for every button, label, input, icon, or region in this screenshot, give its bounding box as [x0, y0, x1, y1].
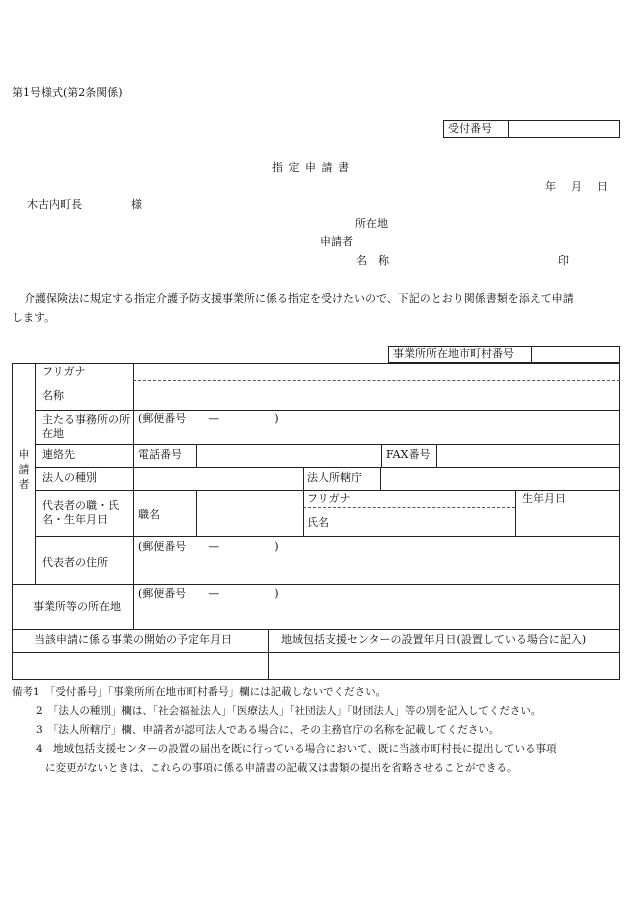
- start-date-label: 当該申請に係る事業の開始の予定年月日: [34, 633, 232, 646]
- office-code-divider: [531, 346, 532, 363]
- office-address-postal: (郵便番号 — ): [138, 587, 279, 600]
- applicant-address-label: 所在地: [355, 217, 388, 230]
- corp-type-label: 法人の種別: [42, 471, 97, 484]
- note-2: 2 「法人の種別」欄は、「社会福祉法人」「医療法人」「社団法人」「財団法人」等の別を記入してください。: [36, 705, 542, 717]
- rep-name-label: 氏名: [307, 516, 329, 529]
- representative-label: 代表者の職・氏名・生年月日: [42, 499, 119, 526]
- note-3: 3 「法人所轄庁」欄、申請者が認可法人である場合に、その主務官庁の名称を記載してください。: [36, 724, 500, 736]
- fax-label: FAX番号: [386, 448, 431, 461]
- contact-label: 連絡先: [42, 448, 75, 461]
- note-1: 備考1 「受付番号」「事業所所在地市町村番号」欄には記載しないでください。: [12, 686, 387, 698]
- addressee-honorific: 様: [131, 198, 142, 211]
- jurisdiction-label: 法人所轄庁: [307, 471, 362, 484]
- rep-address-postal: (郵便番号 — ): [138, 540, 279, 553]
- row-line: [35, 536, 620, 537]
- furigana-label: フリガナ: [42, 365, 86, 378]
- receipt-divider: [508, 120, 509, 138]
- body-text-line-2: します。: [12, 311, 56, 324]
- office-code-label: 事業所所在地市町村番号: [393, 347, 514, 360]
- main-office-label: 主たる事務所の所在地: [42, 413, 130, 440]
- row-line: [35, 490, 620, 491]
- addressee-name: 木古内町長: [27, 198, 82, 211]
- note-4-continued: に変更がないときは、これらの事項に係る申請書の記載又は書類の提出を省略させることができる。: [45, 762, 518, 774]
- applicant-vertical-label: 申請者: [18, 448, 30, 491]
- row-line: [12, 584, 620, 585]
- applicant-name-label: 名 称: [356, 254, 389, 267]
- row-line: [35, 467, 620, 468]
- form-number: 第1号様式(第2条関係): [12, 86, 123, 99]
- dates-divider: [268, 629, 269, 680]
- name-label: 名称: [42, 389, 64, 402]
- rep-furigana-label: フリガナ: [307, 492, 351, 505]
- jurisdiction-right-divider: [380, 467, 381, 490]
- main-office-postal: (郵便番号 — ): [138, 412, 279, 425]
- applicant-column-line: [35, 363, 36, 584]
- row-line: [35, 444, 620, 445]
- document-title: 指 定 申 請 書: [272, 161, 350, 174]
- applicant-label: 申請者: [320, 235, 353, 248]
- jurisdiction-left-divider: [303, 467, 304, 536]
- row-line: [35, 410, 620, 411]
- note-4: 4 地域包括支援センターの設置の届出を既に行っている場合において、既に当該市町村長に提出している事項: [36, 743, 557, 755]
- receipt-number-label: 受付番号: [448, 122, 492, 135]
- label-column-line: [133, 363, 134, 584]
- row-line: [12, 629, 620, 630]
- row-line: [12, 652, 620, 653]
- phone-label: 電話番号: [138, 448, 182, 461]
- fax-right-divider: [436, 444, 437, 467]
- position-divider: [196, 490, 197, 536]
- rep-furigana-dashed-line: [303, 507, 515, 508]
- birthdate-label: 生年月日: [522, 492, 566, 505]
- phone-divider: [196, 444, 197, 467]
- office-address-label: 事業所等の所在地: [33, 600, 121, 613]
- seal-mark: 印: [558, 254, 569, 267]
- position-label: 職名: [138, 508, 160, 521]
- office-address-divider: [133, 584, 134, 629]
- rep-address-label: 代表者の住所: [42, 556, 108, 569]
- fax-left-divider: [381, 444, 382, 467]
- body-text-line-1: 介護保険法に規定する指定介護予防支援事業所に係る指定を受けたいので、下記のとおり関係書類を添えて申請: [24, 292, 574, 305]
- date-line: 年 月 日: [545, 180, 610, 193]
- name-field[interactable]: [137, 383, 617, 409]
- center-date-label: 地域包括支援センターの設置年月日(設置している場合に記入): [281, 633, 587, 646]
- furigana-dashed-line: [133, 380, 620, 381]
- birthdate-divider: [515, 490, 516, 536]
